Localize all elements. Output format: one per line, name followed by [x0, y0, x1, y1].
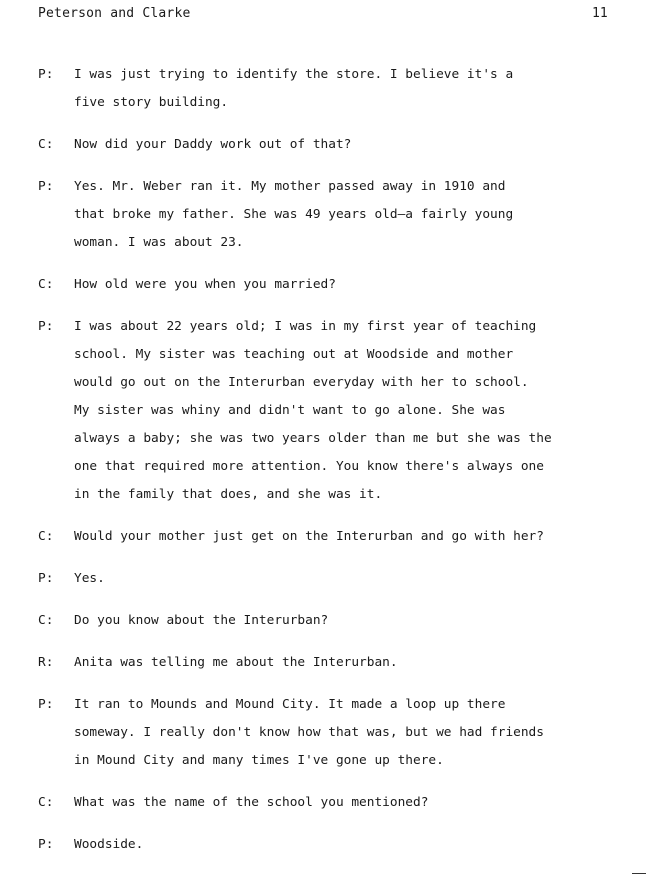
- speaker-label: C:: [38, 613, 54, 628]
- turn-text: Would your mother just get on the Interurban and go with her?: [74, 529, 544, 544]
- turn-text: Now did your Daddy work out of that?: [74, 137, 352, 152]
- speaker-label: P:: [38, 837, 54, 852]
- speaker-label: C:: [38, 795, 54, 810]
- speaker-label: P:: [38, 319, 54, 334]
- speaker-label: P:: [38, 697, 54, 712]
- transcript-turn: [38, 649, 618, 677]
- transcript-turn: [38, 607, 618, 635]
- page-header-title: Peterson and Clarke: [38, 6, 191, 21]
- transcript-turn: [38, 789, 618, 817]
- turn-text: I was just trying to identify the store. I believe it's a five story building.: [74, 67, 514, 110]
- turn-text: Do you know about the Interurban?: [74, 613, 329, 628]
- speaker-label: C:: [38, 137, 54, 152]
- speaker-label: C:: [38, 529, 54, 544]
- scan-mark: [632, 873, 646, 874]
- transcript-turn: [38, 691, 618, 775]
- turn-text: What was the name of the school you mentioned?: [74, 795, 429, 810]
- turn-text: It ran to Mounds and Mound City. It made a loop up there someway. I really don't know how that was, but we had friends in Mound City and many times I've gone up there.: [74, 697, 544, 768]
- transcript-turn: [38, 523, 618, 551]
- speaker-label: P:: [38, 571, 54, 586]
- transcript-turn: [38, 313, 618, 509]
- speaker-label: C:: [38, 277, 54, 292]
- transcript-turn: [38, 173, 618, 257]
- turn-text: I was about 22 years old; I was in my first year of teaching school. My sister was teaching out at Woodside and mother would go out on the Interurban everyday with her to school. My sister was whiny and didn't want to go alone. She was always a baby; she was two years older than me but she was the one that required more attention. You know there's always one in the family that does, and she was it.: [74, 319, 552, 502]
- turn-text: Yes. Mr. Weber ran it. My mother passed away in 1910 and that broke my father. She was 49 years old—a fairly young woman. I was about 23.: [74, 179, 514, 250]
- speaker-label: P:: [38, 67, 54, 82]
- turn-text: Yes.: [74, 571, 105, 586]
- page-number: 11: [592, 6, 608, 21]
- transcript-turn: [38, 61, 618, 117]
- turn-text: Woodside.: [74, 837, 144, 852]
- transcript: [38, 61, 618, 873]
- transcript-turn: [38, 831, 618, 859]
- transcript-turn: [38, 565, 618, 593]
- transcript-turn: [38, 271, 618, 299]
- turn-text: How old were you when you married?: [74, 277, 336, 292]
- speaker-label: P:: [38, 179, 54, 194]
- transcript-turn: [38, 131, 618, 159]
- speaker-label: R:: [38, 655, 54, 670]
- turn-text: Anita was telling me about the Interurban.: [74, 655, 398, 670]
